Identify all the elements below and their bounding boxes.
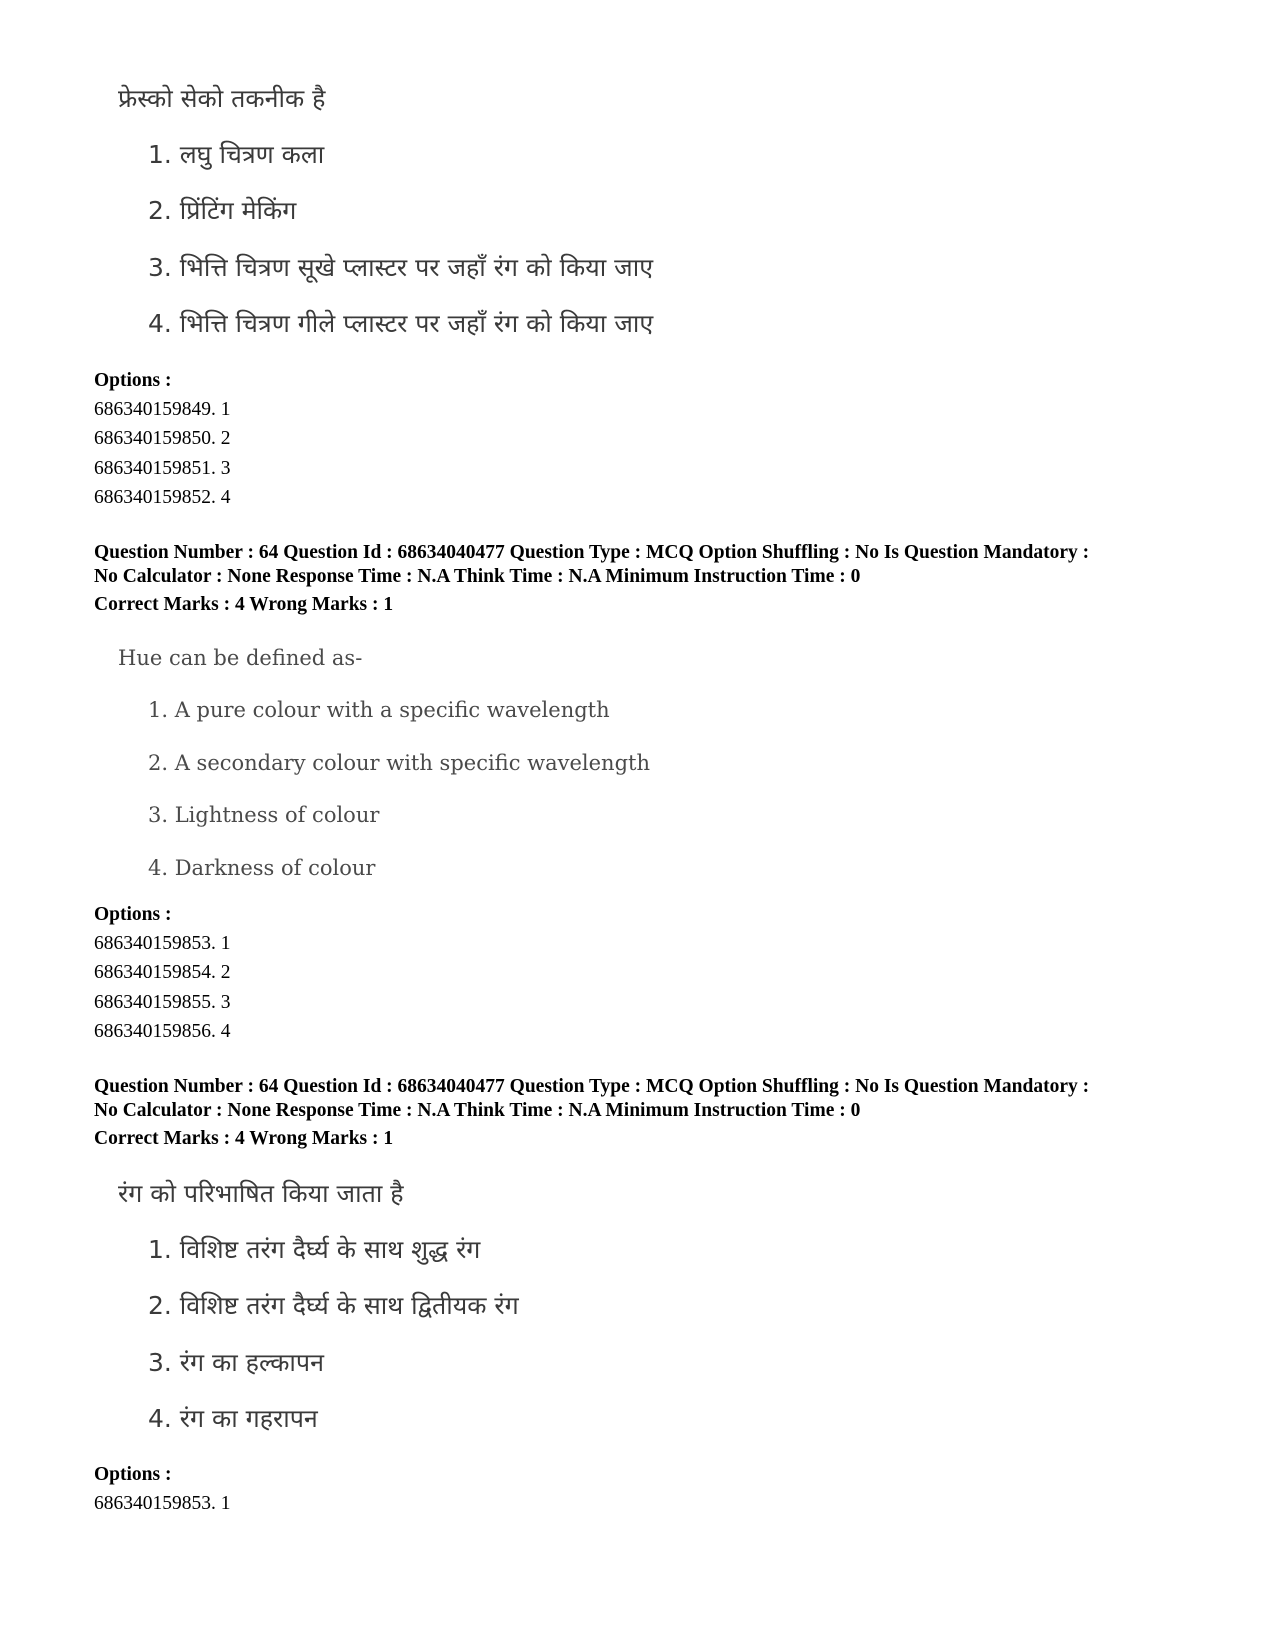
choice-3: 3. भित्ति चित्रण सूखे प्लास्टर पर जहाँ रंग को किया जाए: [148, 253, 654, 282]
option-id-list: [94, 929, 231, 1046]
choice-4: 4. भित्ति चित्रण गीले प्लास्टर पर जहाँ रंग को किया जाए: [148, 309, 654, 338]
choice-2: 2. A secondary colour with specific wavelength: [148, 751, 650, 775]
question-header-line-2: No Calculator : None Response Time : N.A Think Time : N.A Minimum Instruction Time : 0: [94, 566, 861, 587]
option-id-item: 686340159853. 1: [94, 1493, 231, 1514]
choice-3: 3. Lightness of colour: [148, 803, 380, 827]
question-stem: Hue can be defined as-: [118, 646, 363, 670]
marks-line: Correct Marks : 4 Wrong Marks : 1: [94, 594, 394, 615]
options-block: [94, 901, 231, 1046]
question-header-line-2: No Calculator : None Response Time : N.A Think Time : N.A Minimum Instruction Time : 0: [94, 1100, 861, 1121]
option-id-item: 686340159853. 1: [94, 933, 231, 954]
options-label: Options :: [94, 370, 172, 391]
question-image-hindi-fresco: [118, 82, 654, 338]
question-image-english-hue: [118, 641, 650, 880]
choice-4: 4. रंग का गहरापन: [148, 1404, 318, 1433]
choice-4: 4. Darkness of colour: [148, 856, 376, 880]
choice-1: 1. लघु चित्रण कला: [148, 140, 325, 169]
option-id-item: 686340159850. 2: [94, 428, 231, 450]
question-stem: फ्रेस्को सेको तकनीक है: [118, 84, 326, 113]
choice-2: 2. प्रिंटिंग मेकिंग: [148, 196, 297, 225]
question-header: [94, 541, 1089, 617]
choice-2: 2. विशिष्ट तरंग दैर्घ्य के साथ द्वितीयक रंग: [148, 1291, 519, 1320]
options-block: [94, 367, 231, 512]
question-header: [94, 1075, 1089, 1151]
option-id-item: 686340159852. 4: [94, 486, 231, 508]
choice-1: 1. A pure colour with a specific wavelength: [148, 698, 610, 722]
question-header-line-1: Question Number : 64 Question Id : 68634040477 Question Type : MCQ Option Shuffling : No Is Question Mandatory :: [94, 542, 1090, 563]
option-id-item: 686340159849. 1: [94, 399, 231, 420]
option-id-list: [94, 1489, 231, 1518]
option-id-list: [94, 395, 231, 512]
marks-line: Correct Marks : 4 Wrong Marks : 1: [94, 1128, 394, 1149]
option-id-item: 686340159855. 3: [94, 991, 231, 1013]
question-image-hindi-colour: [118, 1177, 519, 1433]
question-header-line-1: Question Number : 64 Question Id : 68634040477 Question Type : MCQ Option Shuffling : No Is Question Mandatory :: [94, 1076, 1090, 1097]
options-block: [94, 1461, 231, 1518]
option-id-item: 686340159854. 2: [94, 962, 231, 984]
option-id-item: 686340159856. 4: [94, 1020, 231, 1042]
choice-3: 3. रंग का हल्कापन: [148, 1348, 324, 1377]
question-stem: रंग को परिभाषित किया जाता है: [118, 1179, 404, 1208]
choice-1: 1. विशिष्ट तरंग दैर्घ्य के साथ शुद्ध रंग: [148, 1235, 481, 1264]
options-label: Options :: [94, 1464, 172, 1485]
options-label: Options :: [94, 904, 172, 925]
option-id-item: 686340159851. 3: [94, 457, 231, 479]
